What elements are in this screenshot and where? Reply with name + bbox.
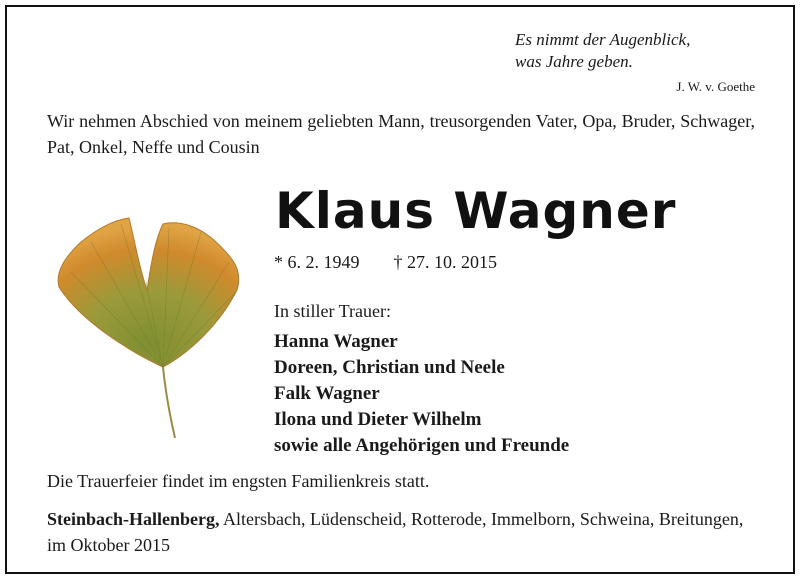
mourner-name: Ilona und Dieter Wilhelm [274, 409, 482, 430]
death-date: † 27. 10. 2015 [393, 252, 497, 272]
obituary-card [5, 5, 795, 574]
ginkgo-leaf-icon [51, 212, 251, 442]
mourner-name: Doreen, Christian und Neele [274, 357, 505, 378]
quote-line-1: Es nimmt der Augenblick, [515, 30, 691, 49]
service-note: Die Trauerfeier findet im engsten Familienkreis statt. [47, 471, 430, 491]
mourner-name: Hanna Wagner [274, 331, 398, 352]
place-and-date [47, 506, 747, 558]
quote-line-2: was Jahre geben. [515, 52, 633, 71]
goethe-quote [515, 29, 755, 98]
deceased-name: Klaus Wagner [275, 182, 677, 240]
mourning-label: In stiller Trauer: [274, 301, 391, 321]
place-rest: Altersbach, Lüdenscheid, Rotterode, Immelborn, Schweina, Breitungen, im Oktober 2015 [47, 509, 744, 555]
birth-date: * 6. 2. 1949 [274, 252, 360, 272]
mourner-name: sowie alle Angehörigen und Freunde [274, 435, 570, 456]
quote-author: J. W. v. Goethe [676, 79, 755, 94]
intro-text: Wir nehmen Abschied von meinem geliebten Mann, treusorgenden Vater, Opa, Bruder, Schwager, Pat, Onkel, Neffe und Cousin [47, 111, 755, 157]
mourners-list [274, 329, 569, 459]
life-dates [274, 250, 497, 274]
mourner-name: Falk Wagner [274, 383, 380, 404]
place-main: Steinbach-Hallenberg, [47, 509, 220, 529]
